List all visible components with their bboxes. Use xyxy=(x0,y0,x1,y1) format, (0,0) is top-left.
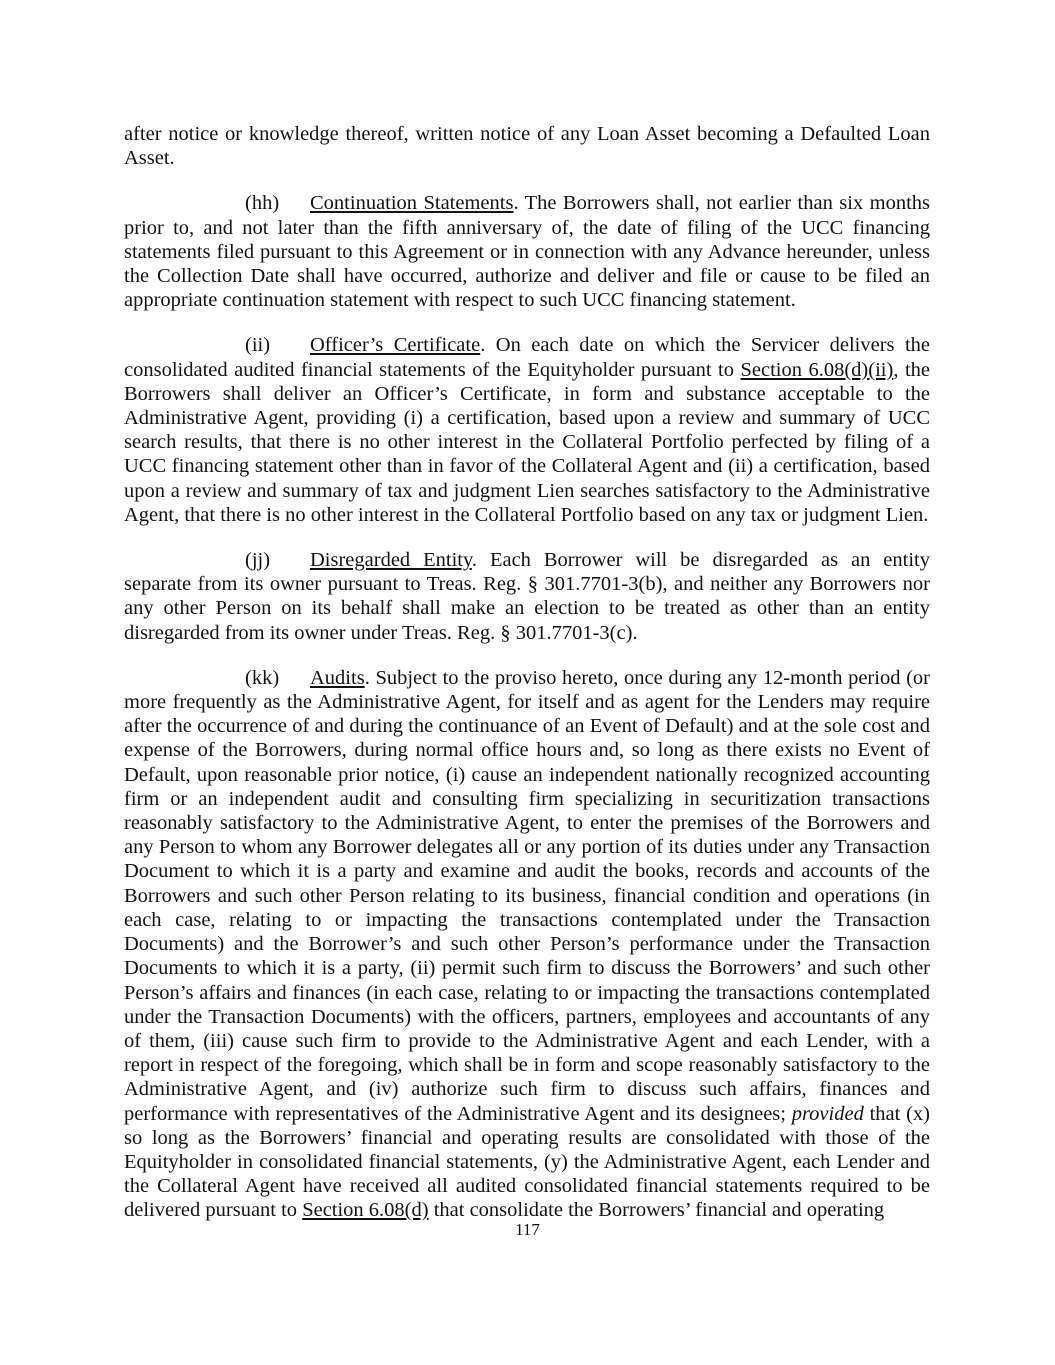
paragraph-jj-disregarded-entity xyxy=(124,548,930,645)
text-run: that (x) so long as the Borrowers’ financial and operating results are consolidated with those of the Equityholder in consolidated financial statements, (y) the Administrative Agent, each Lender and the Collateral Agent have received all audited consolidated financial statements required to be delivered pursuant to xyxy=(124,1102,930,1222)
text-run: . On each date on which the Servicer delivers the consolidated audited financial statements of the Equityholder pursuant to xyxy=(124,334,931,381)
paragraph-ii-officers-certificate xyxy=(124,333,930,527)
paragraph-continuation xyxy=(124,122,930,170)
text-run: Section 6.08(d)(ii) xyxy=(740,358,894,381)
paragraph-label: (hh) xyxy=(245,192,280,215)
text-run: Disregarded Entity xyxy=(310,549,472,572)
paragraph-hh-continuation-statements xyxy=(124,191,930,312)
text-run: . Each Borrower will be disregarded as an entity separate from its owner pursuant to Treas. Reg. § 301.7701-3(b), and neither any Borrowers nor any other Person on its behalf shall make an election to be treated as other than an entity disregarded from its owner under Treas. Reg. § 301.7701-3(c). xyxy=(124,549,930,644)
text-run: Officer’s Certificate xyxy=(310,334,481,357)
paragraph-label: (ii) xyxy=(245,334,271,357)
text-run: . The Borrowers shall, not earlier than six months prior to, and not later than the fifth anniversary of, the date of filing of the UCC financing statements filed pursuant to this Agreement or in connection with any Advance hereunder, unless the Collection Date shall have occurred, authorize and deliver and file or cause to be filed an appropriate continuation statement with respect to such UCC financing statement. xyxy=(124,192,930,312)
text-run: Continuation Statements xyxy=(310,192,514,215)
text-run: . Subject to the proviso hereto, once during any 12-month period (or more frequently as the Administrative Agent, for itself and as agent for the Lenders may require after the occurrence of and during the continuance of an Event of Default) and at the sole cost and expense of the Borrowers, during normal office hours and, so long as there exists no Event of Default, upon reasonable prior notice, (i) cause an independent nationally recognized accounting firm or an independent audit and consulting firm specializing in securitization transactions reasonably satisfactory to the Administrative Agent, to enter the premises of the Borrowers and any Person to whom any Borrower delegates all or any portion of its duties under any Transaction Document to which it is a party and examine and audit the books, records and accounts of the Borrowers and such other Person relating to its business, financial condition and operations (in each case, relating to or impacting the transactions contemplated under the Transaction Documents) and the Borrower’s and such other Person’s performance under the Transaction Documents to which it is a party, (ii) permit such firm to discuss the Borrowers’ and such other Person’s affairs and finances (in each case, relating to or impacting the transactions contemplated under the Transaction Documents) with the officers, partners, employees and accountants of any of them, (iii) cause such firm to provide to the Administrative Agent and each Lender, with a report in respect of the foregoing, which shall be in form and scope reasonably satisfactory to the Administrative Agent, and (iv) authorize such firm to discuss such affairs, finances and performance with representatives of the Administrative Agent and its designees; xyxy=(124,666,930,1125)
text-run: Section 6.08(d) xyxy=(302,1199,429,1222)
page-number: 117 xyxy=(515,1220,540,1239)
paragraph-kk-audits xyxy=(124,666,930,1223)
text-run: provided xyxy=(791,1102,864,1125)
paragraph-label: (jj) xyxy=(245,549,271,572)
text-run: Audits xyxy=(310,666,365,689)
text-run: , the Borrowers shall deliver an Officer’s Certificate, in form and substance acceptable to the Administrative Agent, providing (i) a certification, based upon a review and summary of UCC search results, that there is no other interest in the Collateral Portfolio perfected by filing of a UCC financing statement other than in favor of the Collateral Agent and (ii) a certification, based upon a review and summary of tax and judgment Lien searches satisfactory to the Administrative Agent, that there is no other interest in the Collateral Portfolio based on any tax or judgment Lien. xyxy=(124,358,930,526)
text-run: after notice or knowledge thereof, written notice of any Loan Asset becoming a Defaulted Loan Asset. xyxy=(124,123,930,170)
paragraph-label: (kk) xyxy=(245,666,280,689)
text-run: that consolidate the Borrowers’ financial and operating xyxy=(428,1199,885,1222)
